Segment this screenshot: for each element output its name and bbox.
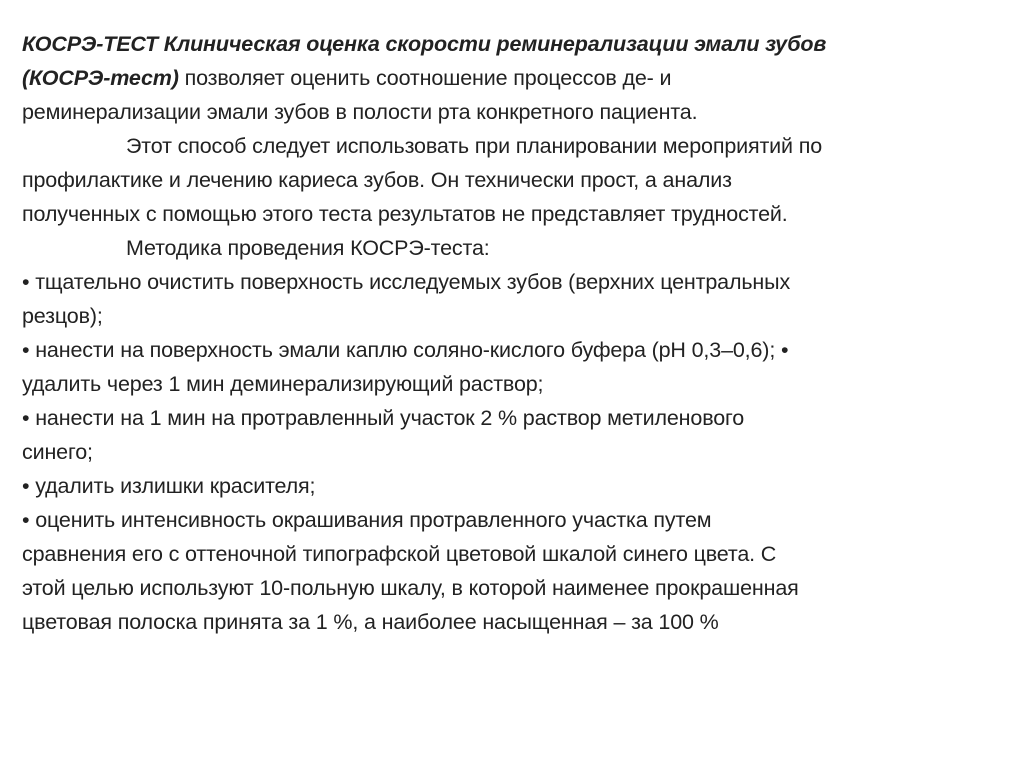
- bullet-line: • нанести на поверхность эмали каплю соляно-кислого буфера (рН 0,3–0,6); •: [22, 338, 789, 362]
- text-line: полученных с помощью этого теста результатов не представляет трудностей.: [22, 202, 788, 226]
- text-line: профилактике и лечению кариеса зубов. Он технически прост, а анализ: [22, 168, 732, 192]
- text-fragment: позволяет оценить соотношение процессов де- и: [178, 66, 672, 90]
- text-line: [22, 61, 1007, 95]
- text-line: синего;: [22, 440, 93, 464]
- title-line: [22, 27, 1007, 61]
- slide-text-body: [22, 27, 1007, 639]
- text-line: сравнения его с оттеночной типографской цветовой шкалой синего цвета. С: [22, 542, 777, 566]
- method-heading: Методика проведения КОСРЭ-теста:: [126, 236, 490, 260]
- bullet-line: • нанести на 1 мин на протравленный участок 2 % раствор метиленового: [22, 406, 745, 430]
- text-line: резцов);: [22, 304, 103, 328]
- text-line: удалить через 1 мин деминерализирующий раствор;: [22, 372, 544, 396]
- paragraph-start-line: Этот способ следует использовать при планировании мероприятий по: [126, 134, 823, 158]
- bullet-line: • удалить излишки красителя;: [22, 474, 316, 498]
- test-abbreviation: (КОСРЭ-тест): [22, 66, 179, 90]
- text-line: этой целью используют 10-польную шкалу, в которой наименее прокрашенная: [22, 576, 799, 600]
- text-line: реминерализации эмали зубов в полости рта конкретного пациента.: [22, 100, 698, 124]
- bullet-line: • оценить интенсивность окрашивания протравленного участка путем: [22, 508, 712, 532]
- text-line: цветовая полоска принята за 1 %, а наиболее насыщенная – за 100 %: [22, 610, 719, 634]
- bullet-line: • тщательно очистить поверхность исследуемых зубов (верхних центральных: [22, 270, 791, 294]
- test-title: КОСРЭ-ТЕСТ Клиническая оценка скорости реминерализации эмали зубов: [22, 32, 827, 56]
